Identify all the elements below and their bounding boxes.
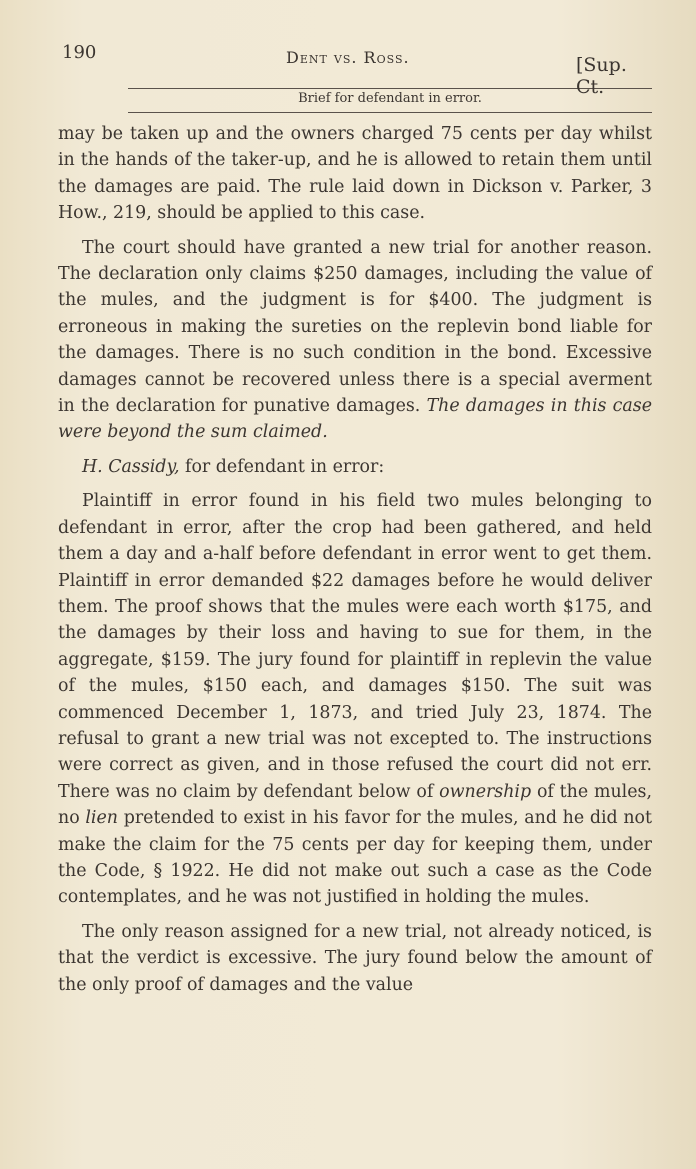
- paragraph-facts: [58, 488, 652, 911]
- section-subheading: Brief for defendant in error.: [298, 91, 482, 106]
- paragraph-new-trial: [58, 235, 652, 446]
- paragraph-text: pretended to exist in his favor for the mules, and he did not make the claim for the 75 cents per day for keeping them, under the Code, § 1922. He did not make out such a case as the Code contemplates, and he was not justified in holding the mules.: [58, 808, 653, 908]
- paragraph-text: of the mules, no: [58, 781, 652, 829]
- paragraph-verdict: The only reason assigned for a new trial, not already noticed, is that the verdict is excessive. The jury found below the amount of the only proof of damages and the value: [58, 921, 652, 995]
- counsel-line: [58, 454, 652, 480]
- page-number: 190: [62, 42, 97, 63]
- paragraph-continued: may be taken up and the owners charged 75 cents per day whilst in the hands of the taker-up, and he is allowed to retain them until the damages are paid. The rule laid down in Dickson v. Parker, 3 How., 219, should be applied to this case.: [58, 124, 652, 224]
- running-title: Dent vs. Ross.: [286, 48, 410, 67]
- italic-lien: lien: [85, 808, 118, 829]
- italic-ownership: ownership: [439, 781, 532, 802]
- court-abbreviation: [Sup. Ct.: [576, 54, 627, 98]
- subheading-rule: [128, 112, 652, 113]
- counsel-name: H. Cassidy,: [82, 456, 180, 477]
- paragraph-text: The court should have granted a new trial for another reason. The declaration only claims $250 damages, including the value of the mules, and the judgment is for $400. The judgment is erroneous in making the sureties on the replevin bond liable for the damages. There is no such condition in the bond. Excessive damages cannot be recovered unless there is a special averment in the declaration for punative damages.: [58, 237, 652, 417]
- body-text: [58, 121, 652, 998]
- page-header: [58, 38, 652, 98]
- italic-text: The damages in this case were beyond the sum claimed.: [58, 396, 652, 443]
- counsel-role: for defendant in error:: [185, 456, 385, 477]
- paragraph-text: Plaintiff in error found in his field two mules belonging to defendant in error, after the crop had been gathered, and held them a day and a-half before defendant in error went to get them. Plaintiff in error demanded $22 damages before he would deliver them. The proof shows that the mules were each worth $175, and the damages by their loss and having to sue for them, in the aggregate, $159. The jury found for plaintiff in replevin the value of the mules, $150 each, and damages $150. The suit was commenced December 1, 1873, and tried July 23, 1874. The refusal to grant a new trial was not excepted to. The instructions were correct as given, and in those refused the court did not err. There was no claim by defendant below of: [58, 491, 652, 802]
